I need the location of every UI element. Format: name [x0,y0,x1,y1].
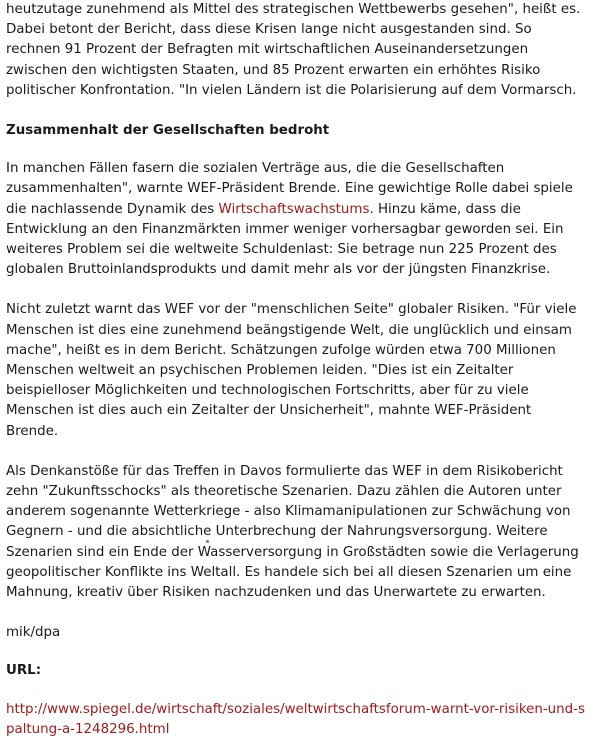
source-url-link[interactable]: http://www.spiegel.de/wirtschaft/soziales/weltwirtschaftsforum-warnt-vor-risiken-und-spaltung-a-1248296.html [6,701,585,737]
byline: mik/dpa [6,625,61,641]
paragraph-2: Nicht zuletzt warnt das WEF vor der "menschlichen Seite" globaler Risiken. "Für viele Menschen ist dies eine zunehmend beängstigende Welt, die unglücklich und einsam mache", heißt es in dem Bericht. Schätzungen zufolge würden etwa 700 Millionen Menschen weltweit an psychischen Problemen leiden. "Dies ist ein Zeitalter beispielloser Möglichkeiten und technologischen Fortschritts, aber für zu viele Menschen ist dies auch ein Zeitalter der Unsicherheit", mahnte WEF-Präsident Brende. [6,302,577,439]
paragraph-1-text-a: In manchen Fällen fasern die sozialen Verträge aus, die die Gesellschaften zusammenhalten", warnte WEF-Präsident Brende. Eine gewichtige Rolle dabei spiele die nachlassende Dynamik des [6,161,573,217]
intro-paragraph: heutzutage zunehmend als Mittel des strategischen Wettbewerbs gesehen", heißt es. Dabei betont der Bericht, dass diese Krisen lange nicht ausgestanden sind. So rechnen 91 Prozent der Befragten mit wirtschaftlichen Auseinandersetzungen zwischen den wichtigsten Staaten, und 85 Prozent erwarten ein erhöhtes Risiko politischer Konfrontation. "In vielen Ländern ist die Polarisierung auf dem Vormarsch. [6,2,581,98]
wirtschaftswachstum-link[interactable]: Wirtschaftswachstums [218,201,370,217]
paragraph-3: Als Denkanstöße für das Treffen in Davos formulierte das WEF in dem Risikobericht zehn "Zukunftsschocks" als theoretische Szenarien. Dazu zählen die Autoren unter anderem sogenannte Wetterkriege - also Klimamanipulationen zur Schwächung von Gegnern - und die absichtliche Unterbrechung der Nahrungsversorgung. Weitere Szenarien sind ein Ende der Wasserversorgung in Großstädten sowie die Verlagerung geopolitischer Konflikte ins Weltall. Es handele sich bei all diesen Szenarien um eine Mahnung, kreativ über Risiken nachzudenken und das Unerwartete zu erwarten. [6,463,579,601]
paragraph-1 [6,159,586,280]
url-label: URL: [6,663,42,679]
scan-speck [206,540,209,543]
paragraph-1-text-b: . Hinzu käme, dass die Entwicklung an den Finanzmärkten immer weniger vorhersagbar geworden sei. Ein weiteres Problem sei die weltweite Schuldenlast: Sie betrage nun 225 Prozent des globalen Bruttoinlandsprodukts und damit mehr als vor der jüngsten Finanzkrise. [6,201,564,278]
section-heading: Zusammenhalt der Gesellschaften bedroht [6,123,330,139]
article-body [6,0,586,740]
